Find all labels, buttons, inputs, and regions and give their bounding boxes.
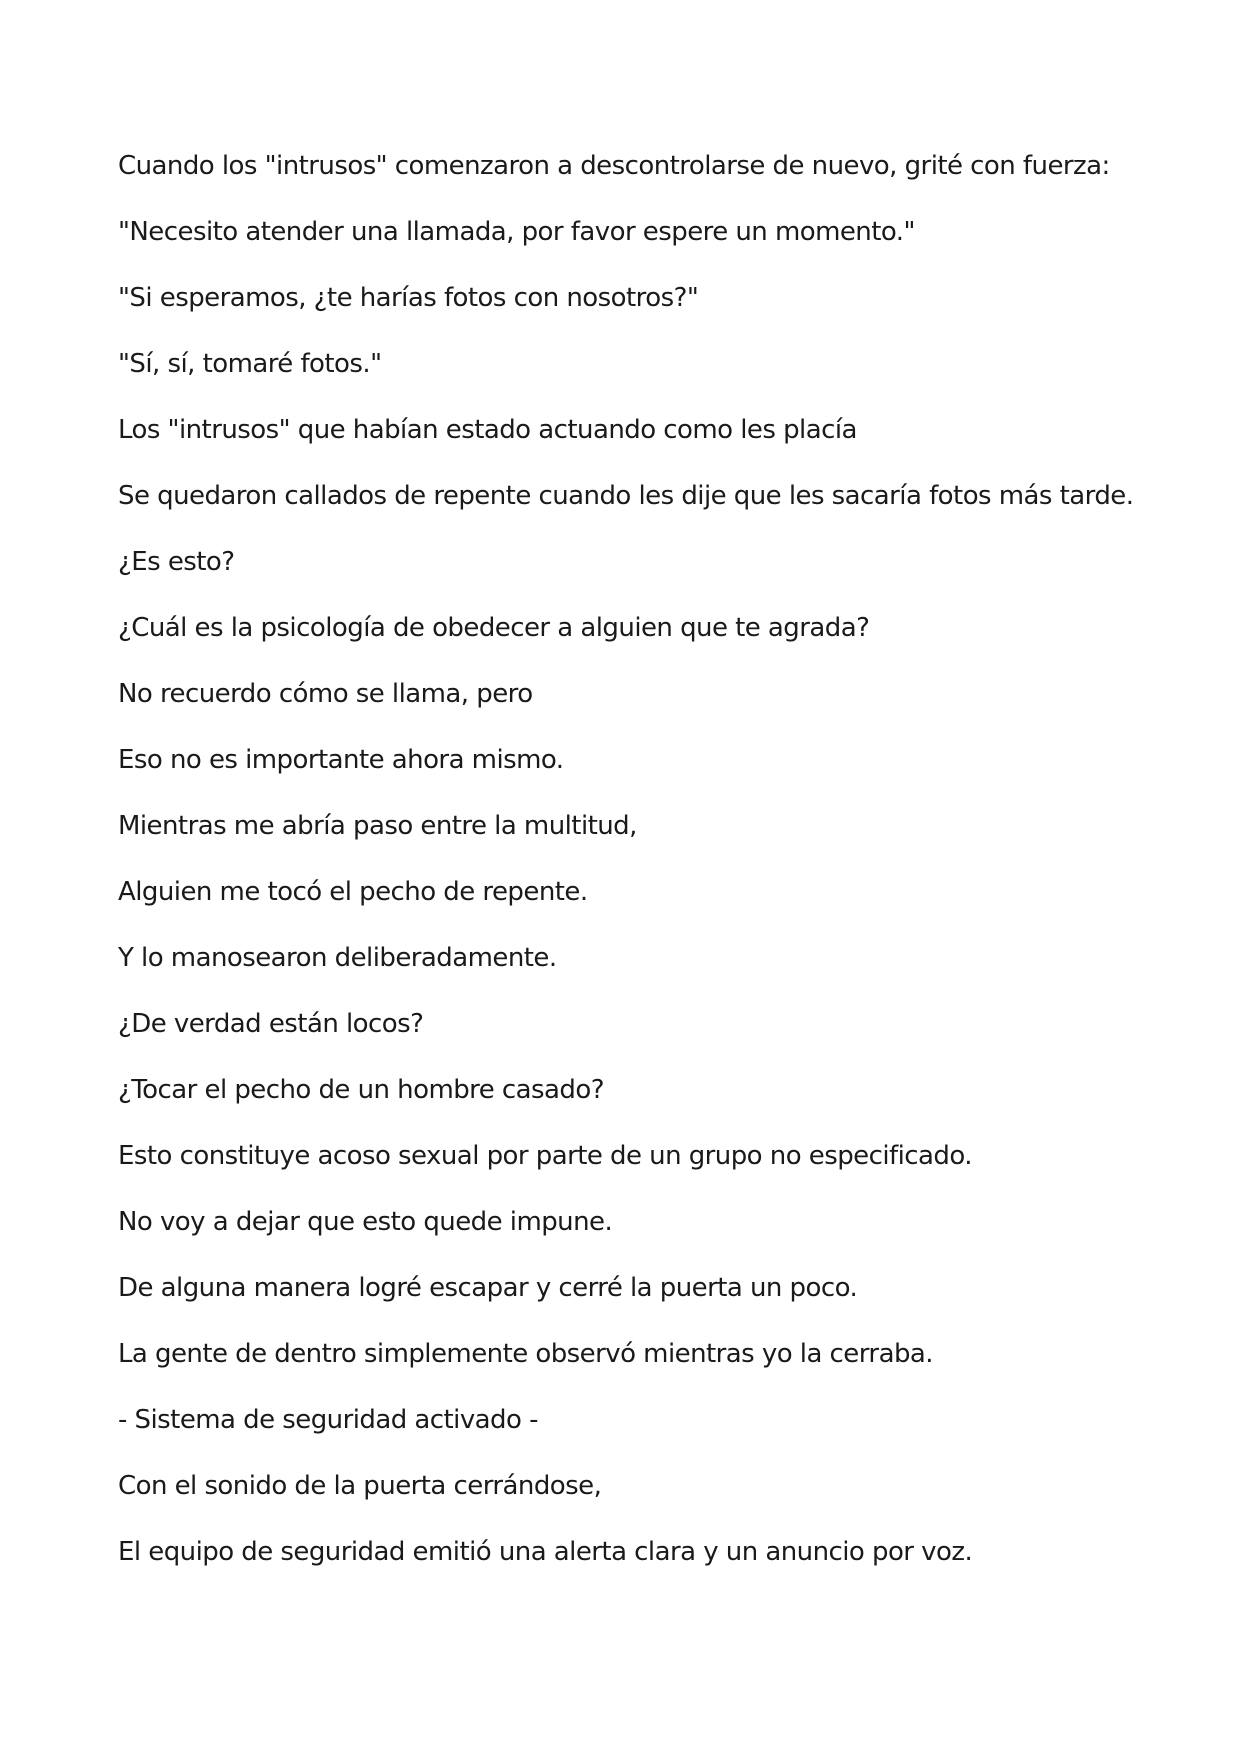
text-line: De alguna manera logré escapar y cerré la puerta un poco. bbox=[118, 1273, 858, 1303]
text-line: Y lo manosearon deliberadamente. bbox=[118, 943, 557, 973]
text-line: - Sistema de seguridad activado - bbox=[118, 1405, 538, 1435]
text-line: ¿Cuál es la psicología de obedecer a alguien que te agrada? bbox=[118, 613, 870, 643]
text-line: ¿Es esto? bbox=[118, 547, 235, 577]
text-line: La gente de dentro simplemente observó mientras yo la cerraba. bbox=[118, 1339, 934, 1369]
text-body bbox=[118, 146, 1178, 1598]
text-line: ¿Tocar el pecho de un hombre casado? bbox=[118, 1075, 604, 1105]
text-line: Se quedaron callados de repente cuando les dije que les sacaría fotos más tarde. bbox=[118, 481, 1134, 511]
text-line: "Necesito atender una llamada, por favor espere un momento." bbox=[118, 217, 915, 247]
text-line: "Sí, sí, tomaré fotos." bbox=[118, 349, 382, 379]
text-line: Cuando los "intrusos" comenzaron a descontrolarse de nuevo, grité con fuerza: bbox=[118, 151, 1110, 181]
text-line: Esto constituye acoso sexual por parte de un grupo no especificado. bbox=[118, 1141, 972, 1171]
text-line: Los "intrusos" que habían estado actuando como les placía bbox=[118, 415, 857, 445]
text-line: El equipo de seguridad emitió una alerta clara y un anuncio por voz. bbox=[118, 1537, 973, 1567]
text-line: No voy a dejar que esto quede impune. bbox=[118, 1207, 613, 1237]
text-line: No recuerdo cómo se llama, pero bbox=[118, 679, 533, 709]
text-line: ¿De verdad están locos? bbox=[118, 1009, 424, 1039]
text-line: Eso no es importante ahora mismo. bbox=[118, 745, 564, 775]
text-line: Alguien me tocó el pecho de repente. bbox=[118, 877, 588, 907]
text-line: "Si esperamos, ¿te harías fotos con nosotros?" bbox=[118, 283, 699, 313]
text-line: Mientras me abría paso entre la multitud, bbox=[118, 811, 637, 841]
text-line: Con el sonido de la puerta cerrándose, bbox=[118, 1471, 602, 1501]
